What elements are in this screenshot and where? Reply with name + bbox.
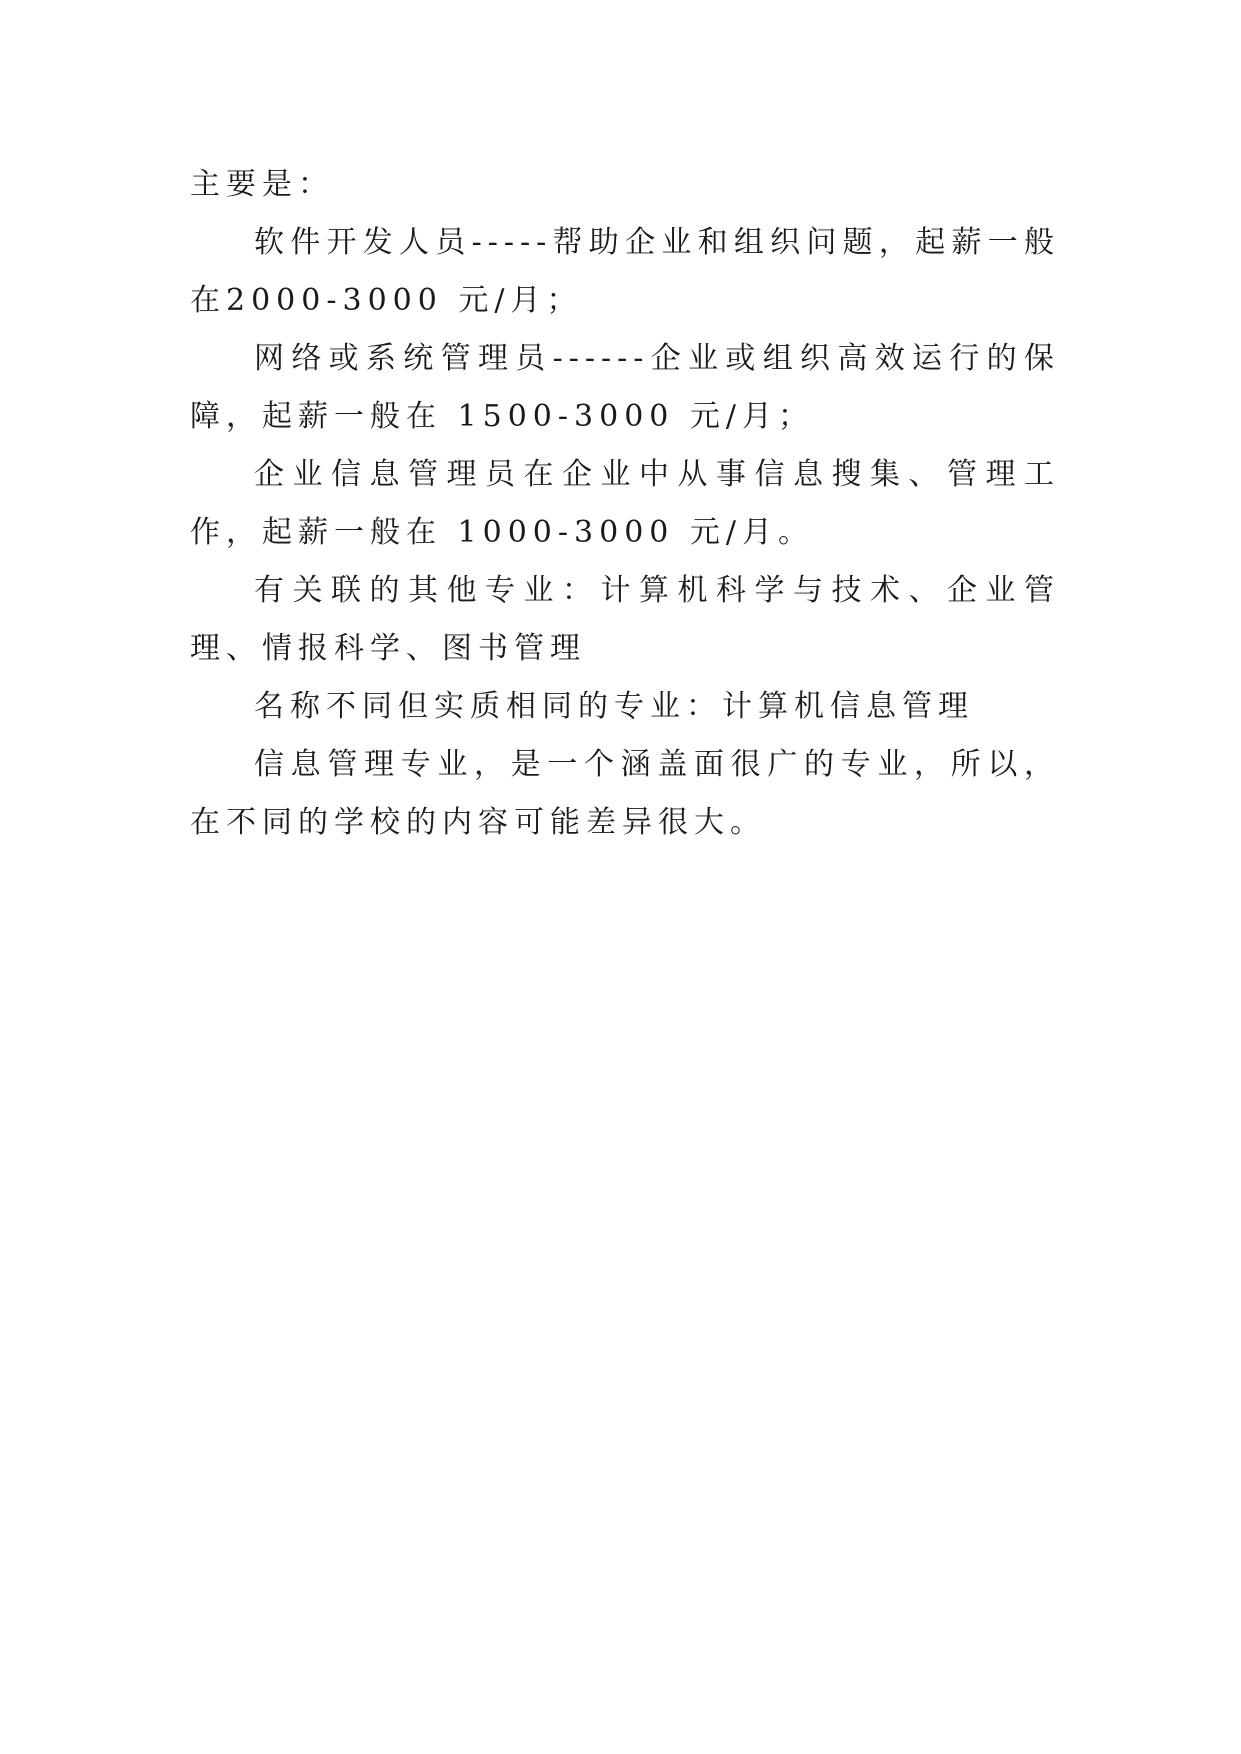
paragraph-equivalent-major: 名称不同但实质相同的专业：计算机信息管理 <box>254 689 974 724</box>
paragraph-network-admin: 网络或系统管理员------企业或组织高效运行的保障，起薪一般在 1500-3000 元/月； <box>190 341 1060 434</box>
document-body <box>190 156 1060 852</box>
paragraph-major-scope: 信息管理专业，是一个涵盖面很广的专业，所以，在不同的学校的内容可能差异很大。 <box>190 747 1060 840</box>
paragraph-software-developer: 软件开发人员-----帮助企业和组织问题，起薪一般在2000-3000 元/月； <box>190 225 1060 318</box>
paragraph-intro: 主要是： <box>190 167 334 202</box>
paragraph-info-manager: 企业信息管理员在企业中从事信息搜集、管理工作，起薪一般在 1000-3000 元/月。 <box>190 457 1060 550</box>
paragraph-related-majors: 有关联的其他专业：计算机科学与技术、企业管理、情报科学、图书管理 <box>190 573 1060 666</box>
